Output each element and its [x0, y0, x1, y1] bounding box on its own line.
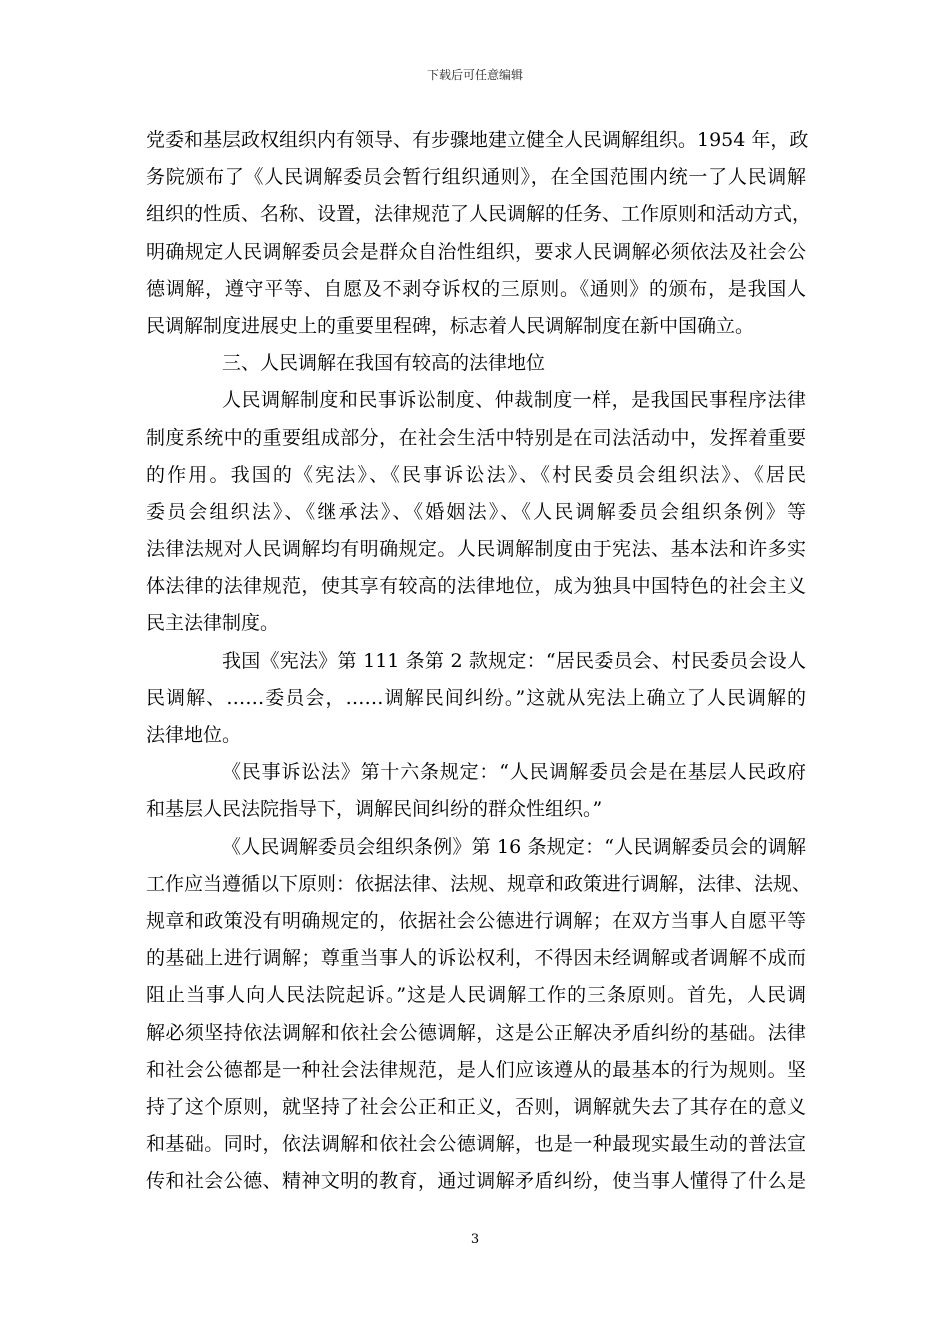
- text-line: 人民调解制度和民事诉讼制度、仲裁制度一样，是我国民事程序法律: [222, 389, 806, 412]
- text-line: 和社会公德都是一种社会法律规范，是人们应该遵从的最基本的行为规则。坚: [146, 1058, 806, 1081]
- text-line: 务院颁布了《人民调解委员会暂行组织通则》，在全国范围内统一了人民调解: [146, 166, 806, 189]
- text-line: 民调解、……委员会，……调解民间纠纷。”这就从宪法上确立了人民调解的: [146, 686, 806, 709]
- section-heading: 三、人民调解在我国有较高的法律地位: [222, 352, 546, 375]
- text-line: 法律法规对人民调解均有明确规定。人民调解制度由于宪法、基本法和许多实: [146, 538, 806, 561]
- text-line: 德调解，遵守平等、自愿及不剥夺诉权的三原则。《通则》的颁布，是我国人: [146, 277, 806, 300]
- text-line: 《人民调解委员会组织条例》第 16 条规定：“人民调解委员会的调解: [222, 835, 806, 858]
- text-line: 制度系统中的重要组成部分，在社会生活中特别是在司法活动中，发挥着重要: [146, 426, 806, 449]
- text-line: 解必须坚持依法调解和依社会公德调解，这是公正解决矛盾纠纷的基础。法律: [146, 1021, 806, 1044]
- text-line: 的基础上进行调解；尊重当事人的诉讼权利，不得因未经调解或者调解不成而: [146, 947, 806, 970]
- text-line: 传和社会公德、精神文明的教育，通过调解矛盾纠纷，使当事人懂得了什么是: [146, 1170, 806, 1193]
- text-line: 持了这个原则，就坚持了社会公正和正义，否则，调解就失去了其存在的意义: [146, 1095, 806, 1118]
- text-line: 委员会组织法》、《继承法》、《婚姻法》、《人民调解委员会组织条例》等: [146, 500, 806, 523]
- text-line: 民主法律制度。: [146, 612, 280, 635]
- text-line: 体法律的法律规范，使其享有较高的法律地位，成为独具中国特色的社会主义: [146, 575, 806, 598]
- text-line: 《民事诉讼法》第十六条规定：“人民调解委员会是在基层人民政府: [222, 761, 806, 784]
- text-line: 的作用。我国的《宪法》、《民事诉讼法》、《村民委员会组织法》、《居民: [146, 463, 806, 486]
- text-line: 和基层人民法院指导下，调解民间纠纷的群众性组织。”: [146, 798, 603, 821]
- text-line: 规章和政策没有明确规定的，依据社会公德进行调解；在双方当事人自愿平等: [146, 909, 806, 932]
- text-line: 明确规定人民调解委员会是群众自治性组织，要求人民调解必须依法及社会公: [146, 240, 806, 263]
- text-line: 工作应当遵循以下原则：依据法律、法规、规章和政策进行调解，法律、法规、: [146, 872, 812, 895]
- text-line: 阻止当事人向人民法院起诉。”这是人民调解工作的三条原则。首先，人民调: [146, 984, 806, 1007]
- text-line: 和基础。同时，依法调解和依社会公德调解，也是一种最现实最生动的普法宣: [146, 1133, 806, 1156]
- text-line: 党委和基层政权组织内有领导、有步骤地建立健全人民调解组织。1954 年，政: [146, 129, 809, 151]
- text-line: 民调解制度进展史上的重要里程碑，标志着人民调解制度在新中国确立。: [146, 314, 755, 337]
- page-number: 3: [470, 1232, 480, 1247]
- text-line: 我国《宪法》第 111 条第 2 款规定：“居民委员会、村民委员会设人: [222, 649, 806, 672]
- page-header: 下载后可任意编辑: [426, 68, 523, 82]
- document-body: [146, 122, 812, 1200]
- text-line: 法律地位。: [146, 724, 242, 746]
- text-line: 组织的性质、名称、设置，法律规范了人民调解的任务、工作原则和活动方式，: [146, 203, 812, 226]
